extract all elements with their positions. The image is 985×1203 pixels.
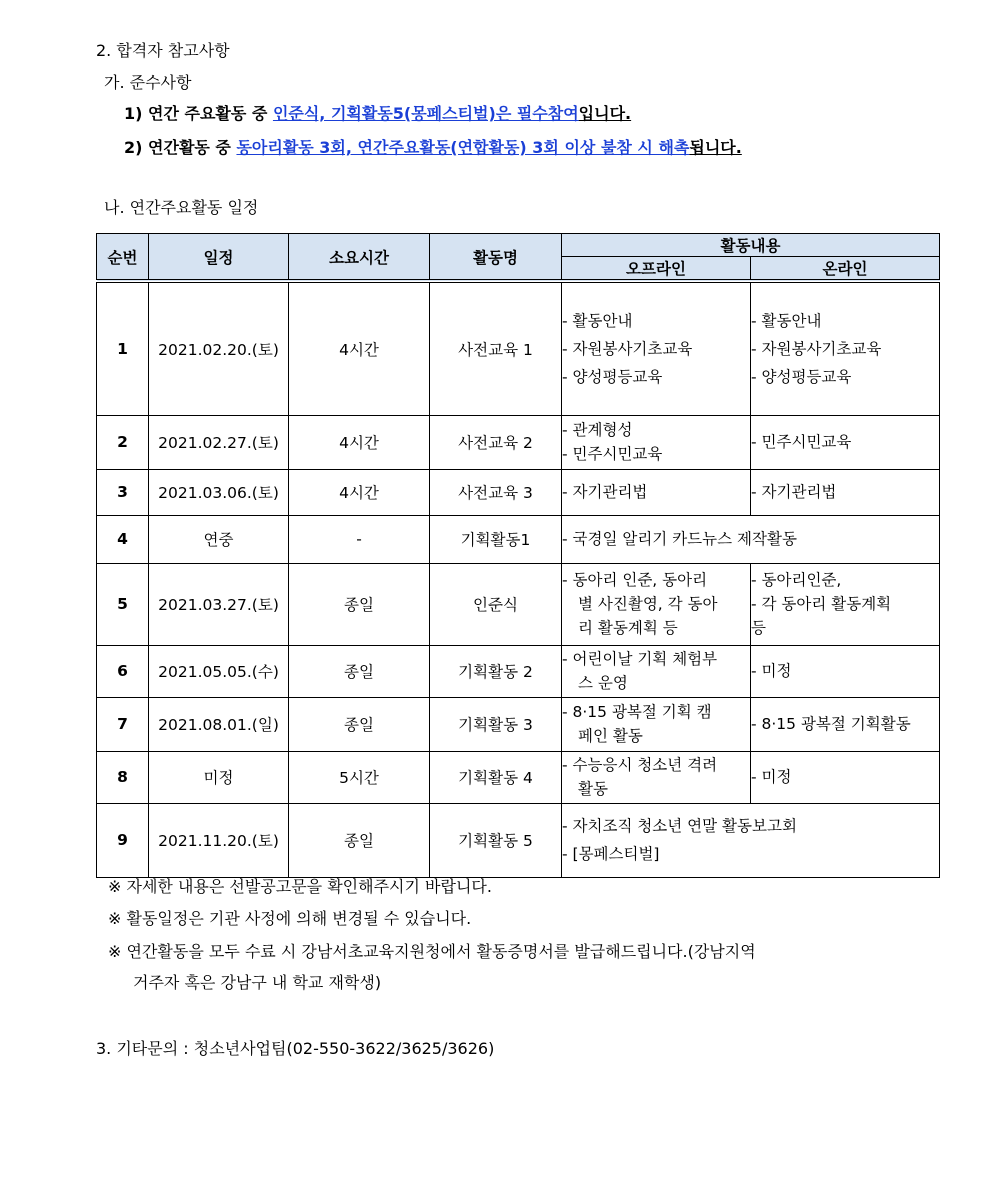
cell-offline [562, 645, 751, 697]
cell-no: 7 [97, 697, 149, 751]
cell-name: 인준식 [430, 563, 562, 645]
offline-item: 페인 활동 [578, 727, 643, 745]
note-1: ※ 자세한 내용은 선발공고문을 확인해주시기 바랍니다. [108, 877, 492, 896]
cell-duration: 종일 [289, 697, 430, 751]
online-item: - 자기관리법 [751, 483, 837, 501]
schedule-table [96, 233, 940, 878]
online-item: - 동아리인준, [751, 571, 842, 589]
offline-item: - 자기관리법 [562, 483, 648, 501]
offline-item: 리 활동계획 등 [578, 619, 678, 637]
cell-no: 3 [97, 469, 149, 515]
online-item: 등 [751, 619, 766, 637]
cell-duration: - [289, 515, 430, 563]
cell-offline [562, 281, 751, 415]
cell-name: 사전교육 3 [430, 469, 562, 515]
table-row [97, 469, 940, 515]
table-row [97, 415, 940, 469]
cell-name: 기획활동1 [430, 515, 562, 563]
cell-duration: 4시간 [289, 415, 430, 469]
cell-name: 기획활동 4 [430, 751, 562, 803]
rule-2-num: 2) [124, 138, 143, 157]
offline-item: - 민주시민교육 [562, 445, 663, 463]
cell-date: 2021.02.20.(토) [149, 281, 289, 415]
cell-date: 2021.03.27.(토) [149, 563, 289, 645]
header-content: 활동내용 [562, 234, 940, 257]
online-item: - 각 동아리 활동계획 [751, 595, 892, 613]
section3-contact: 3. 기타문의 : 청소년사업팀(02-550-3622/3625/3626) [96, 1039, 495, 1058]
cell-offline [562, 469, 751, 515]
merged-item: - [몽페스티벌] [562, 845, 660, 863]
offline-item: - 양성평등교육 [562, 367, 663, 386]
header-online: 온라인 [751, 257, 940, 282]
cell-content-merged [562, 803, 940, 877]
rule-2-highlight: 동아리활동 3회, 연간주요활동(연합활동) 3회 이상 불참 시 해촉 [236, 138, 690, 157]
cell-no: 6 [97, 645, 149, 697]
table-row [97, 515, 940, 563]
note-2: ※ 활동일정은 기관 사정에 의해 변경될 수 있습니다. [108, 909, 472, 928]
cell-duration: 종일 [289, 645, 430, 697]
cell-no: 2 [97, 415, 149, 469]
online-item: - 민주시민교육 [751, 433, 852, 451]
table-row [97, 803, 940, 877]
merged-item: - 자치조직 청소년 연말 활동보고회 [562, 817, 797, 835]
cell-date: 2021.03.06.(토) [149, 469, 289, 515]
table-row [97, 281, 940, 415]
cell-content-merged: - 국경일 알리기 카드뉴스 제작활동 [562, 515, 940, 563]
cell-online [751, 415, 940, 469]
online-item: - 양성평등교육 [751, 367, 852, 386]
section2-title: 2. 합격자 참고사항 [96, 41, 230, 60]
cell-online [751, 645, 940, 697]
cell-name: 기획활동 2 [430, 645, 562, 697]
rule-1-pre: 연간 주요활동 중 [148, 104, 273, 123]
online-item: - 8·15 광복절 기획활동 [751, 715, 911, 733]
rule-1-num: 1) [124, 104, 143, 123]
cell-duration: 종일 [289, 563, 430, 645]
header-duration: 소요시간 [289, 234, 430, 282]
note-3-cont: 거주자 혹은 강남구 내 학교 재학생) [133, 973, 382, 992]
cell-date: 미정 [149, 751, 289, 803]
offline-item: 활동 [578, 780, 608, 798]
cell-offline [562, 751, 751, 803]
header-offline: 오프라인 [562, 257, 751, 282]
table-row [97, 697, 940, 751]
subheading-ga: 가. 준수사항 [104, 73, 192, 92]
cell-no: 8 [97, 751, 149, 803]
header-name: 활동명 [430, 234, 562, 282]
offline-item: 별 사진촬영, 각 동아 [578, 595, 718, 613]
online-item: - 활동안내 [751, 311, 822, 330]
offline-item: - 동아리 인준, 동아리 [562, 571, 708, 589]
cell-online [751, 281, 940, 415]
online-item: - 미정 [751, 662, 792, 680]
cell-online [751, 563, 940, 645]
table-row [97, 751, 940, 803]
cell-duration: 4시간 [289, 469, 430, 515]
table-row [97, 563, 940, 645]
cell-online [751, 697, 940, 751]
cell-no: 5 [97, 563, 149, 645]
cell-date: 2021.05.05.(수) [149, 645, 289, 697]
note-3: ※ 연간활동을 모두 수료 시 강남서초교육지원청에서 활동증명서를 발급해드립니다.(강남지역 [108, 942, 756, 961]
online-item: - 자원봉사기초교육 [751, 339, 882, 358]
rule-1-post: 입니다. [578, 104, 632, 123]
offline-item: - 어린이날 기획 체험부 [562, 650, 718, 668]
cell-no: 9 [97, 803, 149, 877]
cell-name: 사전교육 1 [430, 281, 562, 415]
rule-2-pre: 연간활동 중 [148, 138, 237, 157]
cell-name: 기획활동 5 [430, 803, 562, 877]
cell-date: 2021.11.20.(토) [149, 803, 289, 877]
rule-1 [124, 103, 631, 125]
offline-item: - 자원봉사기초교육 [562, 339, 693, 358]
rule-1-highlight: 인준식, 기획활동5(몽페스티벌)은 필수참여 [272, 104, 579, 123]
cell-date: 연중 [149, 515, 289, 563]
cell-offline [562, 563, 751, 645]
cell-date: 2021.08.01.(일) [149, 697, 289, 751]
header-no: 순번 [97, 234, 149, 282]
cell-name: 사전교육 2 [430, 415, 562, 469]
rule-2 [124, 137, 742, 159]
cell-duration: 4시간 [289, 281, 430, 415]
offline-item: - 8·15 광복절 기획 캠 [562, 703, 712, 721]
cell-no: 4 [97, 515, 149, 563]
cell-offline [562, 697, 751, 751]
cell-date: 2021.02.27.(토) [149, 415, 289, 469]
offline-item: - 활동안내 [562, 311, 633, 330]
cell-duration: 종일 [289, 803, 430, 877]
rule-2-post: 됩니다. [689, 138, 742, 157]
cell-offline [562, 415, 751, 469]
offline-item: - 관계형성 [562, 421, 633, 439]
cell-duration: 5시간 [289, 751, 430, 803]
cell-online [751, 469, 940, 515]
offline-item: 스 운영 [578, 674, 628, 692]
online-item: - 미정 [751, 768, 792, 786]
subheading-na: 나. 연간주요활동 일정 [104, 198, 259, 217]
table-row [97, 645, 940, 697]
cell-no: 1 [97, 281, 149, 415]
header-date: 일정 [149, 234, 289, 282]
offline-item: - 수능응시 청소년 격려 [562, 756, 718, 774]
cell-online [751, 751, 940, 803]
cell-name: 기획활동 3 [430, 697, 562, 751]
